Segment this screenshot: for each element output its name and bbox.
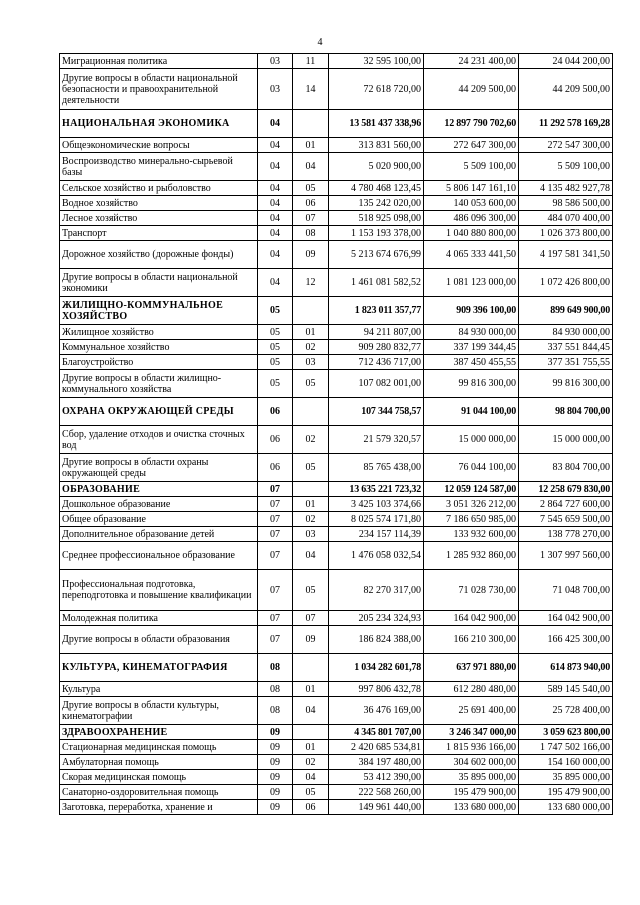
subsection-code-cell <box>293 725 329 740</box>
section-code-cell: 08 <box>258 654 293 682</box>
amount-3-cell: 195 479 900,00 <box>519 785 613 800</box>
subsection-code-cell: 04 <box>293 697 329 725</box>
amount-1-cell: 82 270 317,00 <box>329 570 424 611</box>
table-row <box>60 226 613 241</box>
table-row <box>60 153 613 181</box>
section-code-cell: 07 <box>258 626 293 654</box>
section-code-cell: 09 <box>258 770 293 785</box>
section-code-cell: 04 <box>258 211 293 226</box>
amount-1-cell: 909 280 832,77 <box>329 340 424 355</box>
subsection-code-cell: 05 <box>293 454 329 482</box>
row-name-cell: Профессиональная подготовка, переподготовка и повышение квалификации <box>60 570 258 611</box>
amount-3-cell: 138 778 270,00 <box>519 527 613 542</box>
subsection-code-cell <box>293 654 329 682</box>
table-row <box>60 740 613 755</box>
amount-1-cell: 94 211 807,00 <box>329 325 424 340</box>
section-code-cell: 07 <box>258 527 293 542</box>
row-name-cell: Общеэкономические вопросы <box>60 138 258 153</box>
section-code-cell: 07 <box>258 497 293 512</box>
subsection-code-cell: 02 <box>293 340 329 355</box>
row-name-cell: КУЛЬТУРА, КИНЕМАТОГРАФИЯ <box>60 654 258 682</box>
amount-2-cell: 35 895 000,00 <box>424 770 519 785</box>
section-code-cell: 07 <box>258 570 293 611</box>
amount-3-cell: 1 026 373 800,00 <box>519 226 613 241</box>
section-code-cell: 03 <box>258 69 293 110</box>
amount-3-cell: 4 197 581 341,50 <box>519 241 613 269</box>
amount-3-cell: 98 804 700,00 <box>519 398 613 426</box>
section-code-cell: 06 <box>258 398 293 426</box>
amount-2-cell: 486 096 300,00 <box>424 211 519 226</box>
row-name-cell: Воспроизводство минерально-сырьевой базы <box>60 153 258 181</box>
amount-3-cell: 377 351 755,55 <box>519 355 613 370</box>
row-name-cell: Транспорт <box>60 226 258 241</box>
budget-table-body <box>60 54 613 815</box>
subsection-code-cell: 14 <box>293 69 329 110</box>
amount-1-cell: 21 579 320,57 <box>329 426 424 454</box>
subsection-code-cell: 04 <box>293 770 329 785</box>
amount-3-cell: 1 072 426 800,00 <box>519 269 613 297</box>
amount-2-cell: 1 040 880 800,00 <box>424 226 519 241</box>
amount-2-cell: 5 806 147 161,10 <box>424 181 519 196</box>
row-name-cell: Среднее профессиональное образование <box>60 542 258 570</box>
table-row <box>60 800 613 815</box>
row-name-cell: Жилищное хозяйство <box>60 325 258 340</box>
table-row <box>60 54 613 69</box>
section-code-cell: 04 <box>258 226 293 241</box>
subsection-code-cell: 05 <box>293 785 329 800</box>
row-name-cell: Сельское хозяйство и рыболовство <box>60 181 258 196</box>
amount-1-cell: 5 020 900,00 <box>329 153 424 181</box>
subsection-code-cell: 12 <box>293 269 329 297</box>
section-code-cell: 05 <box>258 340 293 355</box>
amount-2-cell: 337 199 344,45 <box>424 340 519 355</box>
amount-3-cell: 3 059 623 800,00 <box>519 725 613 740</box>
amount-1-cell: 13 635 221 723,32 <box>329 482 424 497</box>
table-row <box>60 211 613 226</box>
section-code-cell: 04 <box>258 269 293 297</box>
amount-1-cell: 32 595 100,00 <box>329 54 424 69</box>
subsection-code-cell: 02 <box>293 512 329 527</box>
amount-1-cell: 1 823 011 357,77 <box>329 297 424 325</box>
table-section-row <box>60 110 613 138</box>
amount-1-cell: 997 806 432,78 <box>329 682 424 697</box>
amount-3-cell: 25 728 400,00 <box>519 697 613 725</box>
section-code-cell: 09 <box>258 800 293 815</box>
amount-1-cell: 85 765 438,00 <box>329 454 424 482</box>
amount-3-cell: 1 307 997 560,00 <box>519 542 613 570</box>
table-section-row <box>60 654 613 682</box>
amount-1-cell: 4 345 801 707,00 <box>329 725 424 740</box>
amount-1-cell: 205 234 324,93 <box>329 611 424 626</box>
amount-3-cell: 44 209 500,00 <box>519 69 613 110</box>
amount-2-cell: 133 680 000,00 <box>424 800 519 815</box>
row-name-cell: Стационарная медицинская помощь <box>60 740 258 755</box>
amount-1-cell: 8 025 574 171,80 <box>329 512 424 527</box>
table-row <box>60 542 613 570</box>
row-name-cell: Коммунальное хозяйство <box>60 340 258 355</box>
row-name-cell: Молодежная политика <box>60 611 258 626</box>
row-name-cell: Культура <box>60 682 258 697</box>
amount-3-cell: 83 804 700,00 <box>519 454 613 482</box>
table-row <box>60 340 613 355</box>
amount-2-cell: 3 246 347 000,00 <box>424 725 519 740</box>
table-row <box>60 512 613 527</box>
table-row <box>60 611 613 626</box>
amount-1-cell: 5 213 674 676,99 <box>329 241 424 269</box>
amount-2-cell: 12 059 124 587,00 <box>424 482 519 497</box>
table-section-row <box>60 725 613 740</box>
table-row <box>60 454 613 482</box>
table-section-row <box>60 398 613 426</box>
amount-2-cell: 4 065 333 441,50 <box>424 241 519 269</box>
subsection-code-cell <box>293 297 329 325</box>
section-code-cell: 04 <box>258 181 293 196</box>
row-name-cell: Санаторно-оздоровительная помощь <box>60 785 258 800</box>
section-code-cell: 03 <box>258 54 293 69</box>
amount-2-cell: 5 509 100,00 <box>424 153 519 181</box>
amount-1-cell: 53 412 390,00 <box>329 770 424 785</box>
row-name-cell: Дошкольное образование <box>60 497 258 512</box>
amount-3-cell: 15 000 000,00 <box>519 426 613 454</box>
amount-2-cell: 637 971 880,00 <box>424 654 519 682</box>
table-row <box>60 497 613 512</box>
section-code-cell: 04 <box>258 138 293 153</box>
amount-1-cell: 234 157 114,39 <box>329 527 424 542</box>
subsection-code-cell: 09 <box>293 241 329 269</box>
row-name-cell: Дополнительное образование детей <box>60 527 258 542</box>
row-name-cell: ОБРАЗОВАНИЕ <box>60 482 258 497</box>
amount-2-cell: 3 051 326 212,00 <box>424 497 519 512</box>
table-row <box>60 626 613 654</box>
amount-2-cell: 91 044 100,00 <box>424 398 519 426</box>
row-name-cell: Другие вопросы в области национальной экономики <box>60 269 258 297</box>
subsection-code-cell: 05 <box>293 181 329 196</box>
amount-3-cell: 133 680 000,00 <box>519 800 613 815</box>
section-code-cell: 05 <box>258 370 293 398</box>
amount-3-cell: 12 258 679 830,00 <box>519 482 613 497</box>
subsection-code-cell: 04 <box>293 153 329 181</box>
section-code-cell: 09 <box>258 725 293 740</box>
table-row <box>60 241 613 269</box>
table-row <box>60 697 613 725</box>
row-name-cell: Общее образование <box>60 512 258 527</box>
section-code-cell: 05 <box>258 355 293 370</box>
amount-2-cell: 15 000 000,00 <box>424 426 519 454</box>
section-code-cell: 05 <box>258 325 293 340</box>
table-row <box>60 69 613 110</box>
amount-3-cell: 1 747 502 166,00 <box>519 740 613 755</box>
table-row <box>60 570 613 611</box>
amount-3-cell: 11 292 578 169,28 <box>519 110 613 138</box>
amount-2-cell: 140 053 600,00 <box>424 196 519 211</box>
subsection-code-cell: 05 <box>293 370 329 398</box>
amount-1-cell: 1 153 193 378,00 <box>329 226 424 241</box>
amount-2-cell: 612 280 480,00 <box>424 682 519 697</box>
amount-1-cell: 135 242 020,00 <box>329 196 424 211</box>
amount-3-cell: 84 930 000,00 <box>519 325 613 340</box>
subsection-code-cell: 01 <box>293 138 329 153</box>
amount-2-cell: 99 816 300,00 <box>424 370 519 398</box>
row-name-cell: Миграционная политика <box>60 54 258 69</box>
row-name-cell: Другие вопросы в области охраны окружающей среды <box>60 454 258 482</box>
amount-1-cell: 1 476 058 032,54 <box>329 542 424 570</box>
amount-3-cell: 2 864 727 600,00 <box>519 497 613 512</box>
table-row <box>60 269 613 297</box>
amount-1-cell: 1 461 081 582,52 <box>329 269 424 297</box>
table-row <box>60 770 613 785</box>
subsection-code-cell: 05 <box>293 570 329 611</box>
amount-3-cell: 484 070 400,00 <box>519 211 613 226</box>
amount-2-cell: 25 691 400,00 <box>424 697 519 725</box>
section-code-cell: 06 <box>258 426 293 454</box>
amount-2-cell: 195 479 900,00 <box>424 785 519 800</box>
amount-1-cell: 107 344 758,57 <box>329 398 424 426</box>
subsection-code-cell: 09 <box>293 626 329 654</box>
amount-2-cell: 304 602 000,00 <box>424 755 519 770</box>
subsection-code-cell: 11 <box>293 54 329 69</box>
subsection-code-cell: 03 <box>293 527 329 542</box>
row-name-cell: Заготовка, переработка, хранение и <box>60 800 258 815</box>
amount-2-cell: 1 285 932 860,00 <box>424 542 519 570</box>
amount-2-cell: 12 897 790 702,60 <box>424 110 519 138</box>
row-name-cell: Дорожное хозяйство (дорожные фонды) <box>60 241 258 269</box>
row-name-cell: ЖИЛИЩНО-КОММУНАЛЬНОЕ ХОЗЯЙСТВО <box>60 297 258 325</box>
subsection-code-cell: 07 <box>293 611 329 626</box>
row-name-cell: Водное хозяйство <box>60 196 258 211</box>
amount-3-cell: 589 145 540,00 <box>519 682 613 697</box>
table-row <box>60 196 613 211</box>
subsection-code-cell: 03 <box>293 355 329 370</box>
section-code-cell: 04 <box>258 153 293 181</box>
amount-2-cell: 166 210 300,00 <box>424 626 519 654</box>
subsection-code-cell <box>293 482 329 497</box>
table-row <box>60 325 613 340</box>
amount-3-cell: 99 816 300,00 <box>519 370 613 398</box>
amount-2-cell: 44 209 500,00 <box>424 69 519 110</box>
amount-2-cell: 133 932 600,00 <box>424 527 519 542</box>
amount-1-cell: 2 420 685 534,81 <box>329 740 424 755</box>
amount-3-cell: 7 545 659 500,00 <box>519 512 613 527</box>
row-name-cell: Сбор, удаление отходов и очистка сточных вод <box>60 426 258 454</box>
amount-1-cell: 1 034 282 601,78 <box>329 654 424 682</box>
amount-1-cell: 72 618 720,00 <box>329 69 424 110</box>
amount-1-cell: 313 831 560,00 <box>329 138 424 153</box>
section-code-cell: 04 <box>258 196 293 211</box>
subsection-code-cell: 01 <box>293 497 329 512</box>
subsection-code-cell: 06 <box>293 196 329 211</box>
subsection-code-cell: 01 <box>293 682 329 697</box>
table-row <box>60 181 613 196</box>
section-code-cell: 08 <box>258 682 293 697</box>
amount-3-cell: 154 160 000,00 <box>519 755 613 770</box>
amount-2-cell: 1 081 123 000,00 <box>424 269 519 297</box>
table-section-row <box>60 482 613 497</box>
section-code-cell: 04 <box>258 241 293 269</box>
amount-1-cell: 149 961 440,00 <box>329 800 424 815</box>
amount-1-cell: 3 425 103 374,66 <box>329 497 424 512</box>
section-code-cell: 04 <box>258 110 293 138</box>
table-row <box>60 785 613 800</box>
subsection-code-cell: 01 <box>293 740 329 755</box>
section-code-cell: 05 <box>258 297 293 325</box>
amount-1-cell: 36 476 169,00 <box>329 697 424 725</box>
row-name-cell: Благоустройство <box>60 355 258 370</box>
amount-1-cell: 107 082 001,00 <box>329 370 424 398</box>
section-code-cell: 06 <box>258 454 293 482</box>
amount-3-cell: 98 586 500,00 <box>519 196 613 211</box>
table-row <box>60 682 613 697</box>
amount-3-cell: 164 042 900,00 <box>519 611 613 626</box>
amount-1-cell: 712 436 717,00 <box>329 355 424 370</box>
section-code-cell: 09 <box>258 755 293 770</box>
amount-2-cell: 71 028 730,00 <box>424 570 519 611</box>
subsection-code-cell: 04 <box>293 542 329 570</box>
amount-3-cell: 71 048 700,00 <box>519 570 613 611</box>
table-row <box>60 138 613 153</box>
amount-2-cell: 909 396 100,00 <box>424 297 519 325</box>
row-name-cell: Другие вопросы в области образования <box>60 626 258 654</box>
subsection-code-cell: 01 <box>293 325 329 340</box>
subsection-code-cell: 08 <box>293 226 329 241</box>
amount-1-cell: 384 197 480,00 <box>329 755 424 770</box>
amount-1-cell: 4 780 468 123,45 <box>329 181 424 196</box>
subsection-code-cell: 06 <box>293 800 329 815</box>
subsection-code-cell: 02 <box>293 426 329 454</box>
amount-3-cell: 272 547 300,00 <box>519 138 613 153</box>
table-row <box>60 527 613 542</box>
section-code-cell: 07 <box>258 611 293 626</box>
row-name-cell: ОХРАНА ОКРУЖАЮЩЕЙ СРЕДЫ <box>60 398 258 426</box>
section-code-cell: 09 <box>258 740 293 755</box>
subsection-code-cell <box>293 398 329 426</box>
amount-1-cell: 222 568 260,00 <box>329 785 424 800</box>
table-row <box>60 355 613 370</box>
row-name-cell: Лесное хозяйство <box>60 211 258 226</box>
section-code-cell: 07 <box>258 512 293 527</box>
amount-3-cell: 337 551 844,45 <box>519 340 613 355</box>
amount-3-cell: 4 135 482 927,78 <box>519 181 613 196</box>
amount-2-cell: 76 044 100,00 <box>424 454 519 482</box>
amount-1-cell: 13 581 437 338,96 <box>329 110 424 138</box>
section-code-cell: 08 <box>258 697 293 725</box>
row-name-cell: Другие вопросы в области жилищно-коммунального хозяйства <box>60 370 258 398</box>
table-row <box>60 370 613 398</box>
amount-3-cell: 166 425 300,00 <box>519 626 613 654</box>
amount-1-cell: 186 824 388,00 <box>329 626 424 654</box>
row-name-cell: Другие вопросы в области культуры, кинематографии <box>60 697 258 725</box>
amount-2-cell: 1 815 936 166,00 <box>424 740 519 755</box>
subsection-code-cell: 07 <box>293 211 329 226</box>
amount-2-cell: 7 186 650 985,00 <box>424 512 519 527</box>
page-number: 4 <box>317 37 323 48</box>
amount-3-cell: 35 895 000,00 <box>519 770 613 785</box>
amount-2-cell: 164 042 900,00 <box>424 611 519 626</box>
row-name-cell: ЗДРАВООХРАНЕНИЕ <box>60 725 258 740</box>
section-code-cell: 09 <box>258 785 293 800</box>
budget-table <box>59 53 613 815</box>
amount-3-cell: 614 873 940,00 <box>519 654 613 682</box>
amount-2-cell: 84 930 000,00 <box>424 325 519 340</box>
row-name-cell: Скорая медицинская помощь <box>60 770 258 785</box>
amount-2-cell: 24 231 400,00 <box>424 54 519 69</box>
amount-3-cell: 24 044 200,00 <box>519 54 613 69</box>
amount-3-cell: 5 509 100,00 <box>519 153 613 181</box>
amount-2-cell: 272 647 300,00 <box>424 138 519 153</box>
section-code-cell: 07 <box>258 542 293 570</box>
table-section-row <box>60 297 613 325</box>
amount-1-cell: 518 925 098,00 <box>329 211 424 226</box>
row-name-cell: Другие вопросы в области национальной безопасности и правоохранительной деятельности <box>60 69 258 110</box>
section-code-cell: 07 <box>258 482 293 497</box>
amount-3-cell: 899 649 900,00 <box>519 297 613 325</box>
subsection-code-cell: 02 <box>293 755 329 770</box>
row-name-cell: НАЦИОНАЛЬНАЯ ЭКОНОМИКА <box>60 110 258 138</box>
amount-2-cell: 387 450 455,55 <box>424 355 519 370</box>
table-row <box>60 755 613 770</box>
row-name-cell: Амбулаторная помощь <box>60 755 258 770</box>
subsection-code-cell <box>293 110 329 138</box>
table-row <box>60 426 613 454</box>
